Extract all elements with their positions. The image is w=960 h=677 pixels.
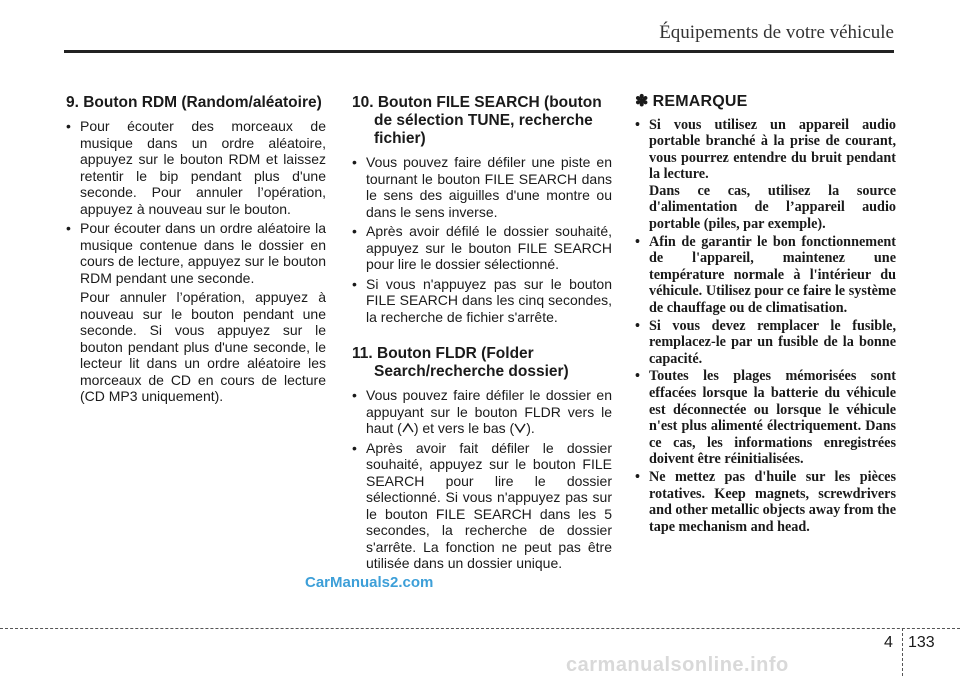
note-title: REMARQUE bbox=[652, 93, 748, 110]
note-list bbox=[635, 117, 896, 536]
file-search-list bbox=[352, 154, 612, 325]
note-heading bbox=[635, 94, 896, 111]
fldr-text-c: ). bbox=[526, 420, 535, 436]
note-item-text: • Si vous utilisez un appareil audio portable branché à la prise de courant, vous pourrez entendre du bruit pendant la lecture. bbox=[649, 116, 896, 183]
column-1 bbox=[66, 94, 326, 405]
watermark-link[interactable]: CarManuals2.com bbox=[305, 574, 434, 591]
rdm-continuation: Pour annuler l’opération, appuyez à nouveau sur le bouton pendant une seconde. Si vous appuyez sur le bouton pendant plus d'une seconde, le lecteur lit dans un ordre aléatoire les morceaux de CD en cours de lecture (CD MP3 uniquement). bbox=[80, 289, 326, 404]
list-item: • Ne mettez pas d'huile sur les pièces rotatives. Keep magnets, screwdrivers and other metallic objects away from the tape mechanism and head. bbox=[635, 469, 896, 535]
fldr-list bbox=[352, 387, 612, 572]
chapter-number: 4 bbox=[884, 634, 893, 651]
site-watermark: carmanualsonline.info bbox=[566, 654, 789, 676]
list-item: • Après avoir fait défiler le dossier souhaité, appuyez sur le bouton FILE SEARCH pour lire le dossier sélectionné. Si vous n'appuyez pas sur le bouton FILE SEARCH dans les 5 secondes, la recherche de dossier s'arrête. La fonction ne peut pas être utilisée dans un dossier unique. bbox=[352, 440, 612, 572]
footer-rule bbox=[0, 628, 960, 629]
column-2 bbox=[352, 94, 612, 575]
footer-divider bbox=[902, 628, 903, 676]
list-item bbox=[352, 387, 612, 437]
section-title-file-search: 10. Bouton FILE SEARCH (bouton de sélection TUNE, recherche fichier) bbox=[352, 94, 602, 147]
rdm-list bbox=[66, 118, 326, 286]
list-item: • Pour écouter dans un ordre aléatoire la musique contenue dans le dossier en cours de lecture, appuyez sur le bouton RDM pendant une seconde. bbox=[66, 220, 326, 286]
section-title-fldr: 11. Bouton FLDR (Folder Search/recherche dossier) bbox=[352, 345, 569, 380]
list-item: • Pour écouter des morceaux de musique dans un ordre aléatoire, appuyez sur le bouton RDM et laissez retentir le bip pendant plus d'une seconde. Pour annuler l’opération, appuyez à nouveau sur le bouton. bbox=[66, 118, 326, 217]
list-item bbox=[635, 117, 896, 233]
section-title-rdm: 9. Bouton RDM (Random/aléatoire) bbox=[66, 94, 322, 111]
asterisk-icon: ✽ bbox=[635, 93, 649, 110]
chevron-down-icon bbox=[514, 422, 526, 434]
list-item: • Après avoir défilé le dossier souhaité, appuyez sur le bouton FILE SEARCH pour lire le dossier sélectionné. bbox=[352, 223, 612, 273]
list-item: • Toutes les plages mémorisées sont effacées lorsque la batterie du véhicule est déconnectée ou lorsque le véhicule n'est plus alimenté électriquement. Dans ce cas, les informations enregistrées doivent être réinitialisées. bbox=[635, 368, 896, 468]
page-number: 133 bbox=[908, 634, 935, 651]
chevron-up-icon bbox=[402, 422, 414, 434]
list-item: • Si vous devez remplacer le fusible, remplacez-le par un fusible de la bonne capacité. bbox=[635, 318, 896, 368]
fldr-text-a: Vous pouvez faire défiler le dossier en appuyant sur le bouton FLDR vers le haut ( bbox=[366, 387, 612, 436]
list-item: • Afin de garantir le bon fonctionnement de l'appareil, maintenez une température normale à l'intérieur du véhicule. Utilisez pour ce faire le système de chauffage ou de climatisation. bbox=[635, 234, 896, 317]
column-3 bbox=[635, 94, 896, 536]
fldr-text-b: ) et vers le bas ( bbox=[413, 420, 515, 436]
header-rule bbox=[64, 50, 894, 53]
list-item: • Si vous n'appuyez pas sur le bouton FILE SEARCH dans les cinq secondes, la recherche de fichier s'arrête. bbox=[352, 276, 612, 326]
list-item: • Vous pouvez faire défiler une piste en tournant le bouton FILE SEARCH dans le sens des aiguilles d'une montre ou dans le sens inverse. bbox=[352, 154, 612, 220]
note-item-continuation: Dans ce cas, utilisez la source d'alimentation de l’appareil audio portable (piles, par exemple). bbox=[649, 182, 896, 233]
page-header-title: Équipements de votre véhicule bbox=[659, 22, 894, 43]
